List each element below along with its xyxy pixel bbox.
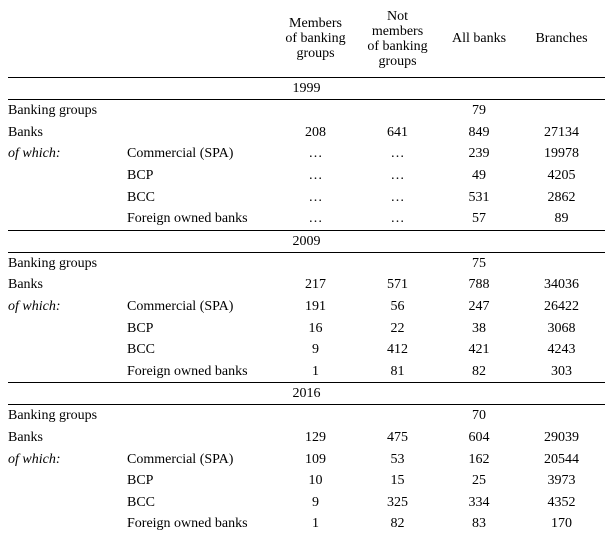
cell-members: 208: [305, 124, 326, 140]
year-label: 2016: [8, 383, 605, 405]
cell-branches: 303: [551, 363, 572, 379]
cell-all-banks: 57: [472, 211, 486, 227]
table-row: [8, 513, 605, 535]
table-body: [8, 78, 605, 535]
row-sublabel: [127, 122, 276, 144]
row-label: of which:: [8, 451, 61, 467]
cell-all-banks: 531: [468, 189, 490, 205]
cell-branches: 4352: [547, 494, 576, 510]
table-row: [8, 143, 605, 165]
cell-members: 129: [305, 430, 326, 446]
row-sublabel: BCC: [127, 342, 156, 358]
row-label: Banking groups: [8, 255, 98, 271]
banking-statistics-table: [8, 0, 605, 535]
cell-members: …: [308, 146, 323, 162]
row-label: [8, 208, 127, 230]
header-members-line: of banking: [285, 31, 346, 46]
cell-branches: 27134: [544, 124, 579, 140]
row-sublabel: BCP: [127, 473, 154, 489]
cell-members: 1: [312, 363, 319, 379]
cell-members: 9: [312, 342, 319, 358]
header-row: [8, 0, 605, 78]
row-sublabel: BCP: [127, 320, 154, 336]
row-sublabel: [127, 427, 276, 449]
cell-not-members: 571: [387, 277, 408, 293]
cell-members: [276, 252, 355, 274]
row-label: Banks: [8, 430, 43, 446]
cell-all-banks: 83: [472, 516, 486, 532]
table-row: [8, 317, 605, 339]
cell-members: 191: [305, 299, 326, 315]
table-row: [8, 274, 605, 296]
row-label: Banks: [8, 124, 43, 140]
row-label: [8, 361, 127, 383]
header-not-members-line: members: [371, 23, 424, 39]
cell-branches: [518, 252, 605, 274]
cell-branches: [518, 100, 605, 122]
cell-not-members: …: [390, 146, 405, 162]
cell-members: …: [308, 168, 323, 184]
cell-all-banks: 38: [472, 320, 486, 336]
cell-all-banks: 421: [468, 342, 490, 358]
row-label: Banking groups: [8, 103, 98, 119]
row-label: Banks: [8, 277, 43, 293]
cell-not-members: 641: [387, 124, 408, 140]
row-sublabel: BCP: [127, 168, 154, 184]
cell-all-banks: 334: [468, 494, 490, 510]
table-row: [8, 208, 605, 230]
cell-not-members: [355, 100, 440, 122]
header-members-line: groups: [296, 46, 335, 61]
row-label: [8, 165, 127, 187]
cell-not-members: 15: [390, 473, 405, 489]
header-branches: Branches: [518, 0, 605, 78]
year-header-row: [8, 78, 605, 100]
row-label: Banking groups: [8, 408, 98, 424]
cell-all-banks: 82: [472, 363, 486, 379]
table-row: [8, 252, 605, 274]
cell-all-banks: 75: [472, 255, 486, 271]
year-header-row: [8, 230, 605, 252]
row-label: [8, 470, 127, 492]
cell-not-members: 412: [387, 342, 408, 358]
cell-members: 16: [308, 320, 323, 336]
cell-branches: [518, 405, 605, 427]
cell-not-members: [355, 405, 440, 427]
row-sublabel: [127, 100, 276, 122]
row-sublabel: [127, 252, 276, 274]
cell-all-banks: 239: [468, 146, 490, 162]
cell-members: …: [308, 211, 323, 227]
cell-branches: 29039: [544, 430, 579, 446]
cell-branches: 2862: [547, 189, 576, 205]
header-not-members-line: groups: [378, 53, 417, 69]
year-header-row: [8, 383, 605, 405]
cell-members: 10: [308, 473, 323, 489]
header-blank: [127, 0, 276, 78]
year-label: 1999: [8, 78, 605, 100]
cell-not-members: 53: [390, 451, 405, 467]
table-row: [8, 427, 605, 449]
header-all-banks: All banks: [440, 0, 518, 78]
cell-all-banks: 788: [468, 277, 490, 293]
row-label: of which:: [8, 146, 61, 162]
cell-branches: 3973: [547, 473, 576, 489]
cell-not-members: 22: [390, 320, 405, 336]
row-sublabel: Commercial (SPA): [127, 146, 234, 162]
header-members-line: Members: [289, 16, 342, 31]
header-not-members-line: Not: [387, 8, 408, 24]
row-label: of which:: [8, 299, 61, 315]
cell-not-members: 82: [390, 516, 405, 532]
cell-members: [276, 100, 355, 122]
row-label: [8, 339, 127, 361]
year-label: 2009: [8, 230, 605, 252]
header-not-members: [355, 0, 440, 78]
header-members: [276, 0, 355, 78]
table-row: [8, 361, 605, 383]
row-sublabel: BCC: [127, 189, 156, 205]
cell-branches: 170: [551, 516, 572, 532]
cell-members: [276, 405, 355, 427]
cell-all-banks: 49: [472, 168, 486, 184]
cell-all-banks: 162: [468, 451, 490, 467]
header-blank: [8, 0, 127, 78]
table-row: [8, 122, 605, 144]
table-row: [8, 296, 605, 318]
cell-not-members: 56: [390, 299, 405, 315]
table-row: [8, 405, 605, 427]
cell-branches: 89: [554, 211, 569, 227]
cell-not-members: …: [390, 211, 405, 227]
cell-not-members: …: [390, 168, 405, 184]
row-sublabel: Foreign owned banks: [127, 363, 248, 379]
cell-all-banks: 849: [468, 124, 490, 140]
cell-members: 217: [305, 277, 326, 293]
row-sublabel: Foreign owned banks: [127, 211, 248, 227]
table-row: [8, 186, 605, 208]
cell-branches: 3068: [547, 320, 576, 336]
row-label: [8, 317, 127, 339]
cell-all-banks: 247: [468, 299, 490, 315]
row-label: [8, 186, 127, 208]
cell-branches: 20544: [544, 451, 579, 467]
cell-members: 1: [312, 516, 319, 532]
cell-members: …: [308, 189, 323, 205]
cell-branches: 4243: [547, 342, 576, 358]
row-sublabel: [127, 405, 276, 427]
table-row: [8, 492, 605, 514]
header-not-members-line: of banking: [367, 38, 428, 54]
row-sublabel: [127, 274, 276, 296]
cell-branches: 34036: [544, 277, 579, 293]
cell-branches: 4205: [547, 168, 576, 184]
cell-not-members: …: [390, 189, 405, 205]
table-row: [8, 470, 605, 492]
cell-members: 109: [305, 451, 326, 467]
row-sublabel: Commercial (SPA): [127, 451, 234, 467]
row-sublabel: BCC: [127, 494, 156, 510]
cell-members: 9: [312, 494, 319, 510]
cell-branches: 19978: [544, 146, 579, 162]
cell-all-banks: 25: [472, 473, 486, 489]
cell-branches: 26422: [544, 299, 579, 315]
table-row: [8, 339, 605, 361]
cell-not-members: [355, 252, 440, 274]
cell-all-banks: 604: [468, 430, 490, 446]
table-row: [8, 165, 605, 187]
cell-not-members: 325: [387, 494, 408, 510]
table-row: [8, 100, 605, 122]
cell-all-banks: 70: [472, 408, 486, 424]
row-sublabel: Commercial (SPA): [127, 299, 234, 315]
row-sublabel: Foreign owned banks: [127, 516, 248, 532]
row-label: [8, 513, 127, 535]
cell-not-members: 81: [390, 363, 405, 379]
cell-all-banks: 79: [472, 103, 486, 119]
table-row: [8, 448, 605, 470]
row-label: [8, 492, 127, 514]
cell-not-members: 475: [387, 430, 408, 446]
